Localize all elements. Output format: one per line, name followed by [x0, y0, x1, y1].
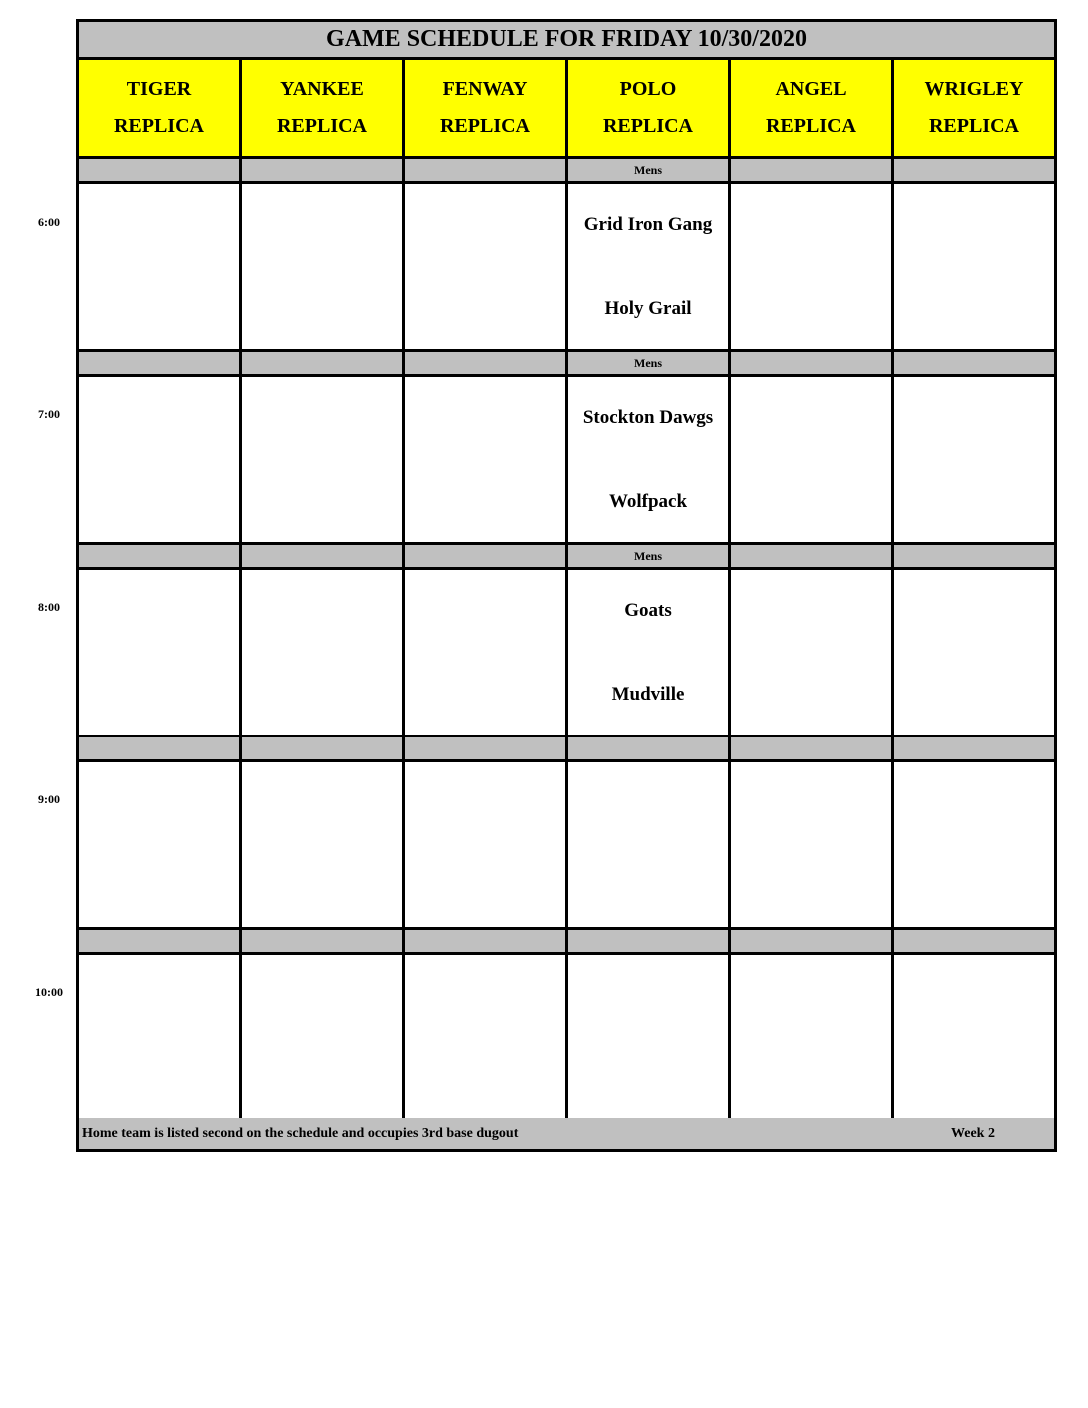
field-subtitle: REPLICA — [113, 115, 204, 137]
game-cell — [242, 762, 405, 927]
away-team: Grid Iron Gang — [583, 214, 713, 235]
division-row — [79, 737, 1054, 762]
time-label-7: 7:00 — [38, 407, 60, 421]
division-label — [731, 352, 894, 374]
division-label — [242, 737, 405, 759]
game-cell — [568, 955, 731, 1120]
game-cell — [568, 377, 731, 542]
game-cell — [79, 570, 242, 735]
game-cell — [242, 377, 405, 542]
away-team: Stockton Dawgs — [582, 407, 714, 428]
division-label — [731, 159, 894, 181]
time-label-8: 8:00 — [38, 600, 60, 614]
division-label: Mens — [568, 159, 731, 181]
field-name: YANKEE — [280, 78, 364, 100]
field-polo — [568, 60, 731, 159]
schedule-sheet — [76, 19, 1057, 1152]
footer-note: Home team is listed second on the schedule and occupies 3rd base dugout — [82, 1126, 519, 1141]
division-row — [79, 352, 1054, 377]
division-label — [405, 545, 568, 567]
game-row — [79, 762, 1054, 930]
division-label — [894, 352, 1054, 374]
field-name: TIGER — [126, 78, 192, 100]
field-subtitle: REPLICA — [765, 115, 856, 137]
game-cell — [894, 570, 1054, 735]
game-cell — [568, 762, 731, 927]
division-row — [79, 930, 1054, 955]
division-label — [405, 159, 568, 181]
division-label — [568, 930, 731, 952]
home-team: Holy Grail — [604, 298, 692, 319]
field-header-row — [79, 60, 1054, 159]
division-label — [79, 737, 242, 759]
field-name: WRIGLEY — [924, 78, 1024, 100]
footer-bar — [79, 1118, 1054, 1149]
division-label — [242, 545, 405, 567]
field-subtitle: REPLICA — [602, 115, 693, 137]
game-cell — [731, 570, 894, 735]
game-cell — [79, 184, 242, 349]
division-label — [79, 352, 242, 374]
time-slot-7 — [79, 352, 1054, 545]
division-label — [405, 930, 568, 952]
division-label: Mens — [568, 352, 731, 374]
away-team: Goats — [624, 600, 672, 621]
game-cell — [894, 184, 1054, 349]
game-cell — [568, 570, 731, 735]
game-cell — [405, 570, 568, 735]
game-cell — [405, 377, 568, 542]
division-label — [405, 352, 568, 374]
division-label — [79, 930, 242, 952]
game-cell — [894, 377, 1054, 542]
division-label — [894, 737, 1054, 759]
division-row — [79, 545, 1054, 570]
game-row — [79, 570, 1054, 738]
field-subtitle: REPLICA — [439, 115, 530, 137]
division-label — [894, 159, 1054, 181]
game-cell — [894, 955, 1054, 1120]
game-cell — [731, 762, 894, 927]
time-label-10: 10:00 — [35, 985, 63, 999]
division-label — [79, 159, 242, 181]
division-label — [894, 930, 1054, 952]
game-cell — [405, 184, 568, 349]
field-fenway — [405, 60, 568, 159]
division-label — [242, 159, 405, 181]
field-wrigley — [894, 60, 1054, 159]
division-label — [568, 737, 731, 759]
game-cell — [79, 762, 242, 927]
time-slot-10 — [79, 930, 1054, 1123]
field-name: ANGEL — [775, 78, 847, 100]
game-cell — [79, 377, 242, 542]
division-row — [79, 159, 1054, 184]
division-label — [405, 737, 568, 759]
field-name: FENWAY — [442, 78, 528, 100]
field-tiger — [79, 60, 242, 159]
home-team: Wolfpack — [608, 491, 688, 512]
field-yankee — [242, 60, 405, 159]
game-cell — [242, 184, 405, 349]
time-slot-8 — [79, 545, 1054, 738]
division-label — [894, 545, 1054, 567]
time-slot-9 — [79, 737, 1054, 930]
division-label — [242, 930, 405, 952]
field-subtitle: REPLICA — [928, 115, 1019, 137]
game-cell — [894, 762, 1054, 927]
game-cell — [242, 570, 405, 735]
division-label — [242, 352, 405, 374]
field-name: POLO — [619, 78, 677, 100]
time-label-9: 9:00 — [38, 792, 60, 806]
game-cell — [731, 184, 894, 349]
home-team: Mudville — [611, 684, 685, 705]
game-row — [79, 377, 1054, 545]
page-title: GAME SCHEDULE FOR FRIDAY 10/30/2020 — [79, 22, 1054, 60]
game-cell — [405, 762, 568, 927]
time-slot-6 — [79, 159, 1054, 352]
game-cell — [731, 955, 894, 1120]
game-cell — [731, 377, 894, 542]
week-label: Week 2 — [951, 1126, 995, 1141]
division-label: Mens — [568, 545, 731, 567]
game-row — [79, 955, 1054, 1123]
game-cell — [79, 955, 242, 1120]
division-label — [731, 545, 894, 567]
game-row — [79, 184, 1054, 352]
game-cell — [568, 184, 731, 349]
time-label-6: 6:00 — [38, 215, 60, 229]
division-label — [731, 930, 894, 952]
field-subtitle: REPLICA — [276, 115, 367, 137]
game-cell — [242, 955, 405, 1120]
division-label — [731, 737, 894, 759]
division-label — [79, 545, 242, 567]
game-cell — [405, 955, 568, 1120]
field-angel — [731, 60, 894, 159]
